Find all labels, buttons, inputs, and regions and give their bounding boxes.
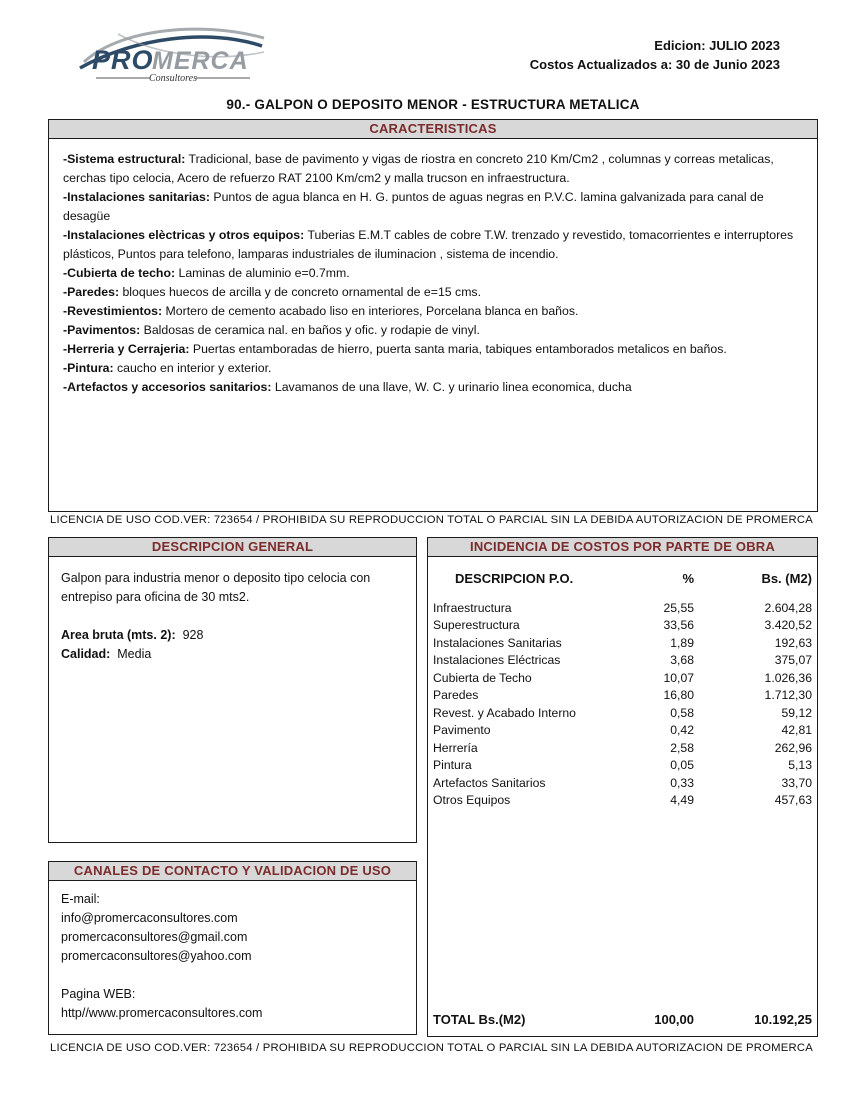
cost-row [433, 792, 812, 810]
cost-row-percent: 3,68 [670, 653, 694, 667]
caracteristica-text: Tradicional, base de pavimento y vigas de riostra en concreto 210 Km/Cm2 , columnas y correas metalicas, cerchas tipo celocia, Acero de refuerzo RAT 2100 Km/cm2 y malla trucson en infraestructura. [63, 151, 774, 185]
cost-row-bs: 262,96 [774, 740, 812, 755]
caracteristica-label: -Revestimientos: [63, 303, 163, 318]
total-percent: 100,00 [654, 1012, 694, 1027]
cost-row-percent: 10,07 [663, 670, 694, 685]
cost-row-percent: 0,05 [670, 758, 694, 772]
total-label: TOTAL Bs.(M2) [433, 1012, 526, 1027]
caracteristica-item [63, 378, 803, 397]
cost-row-percent: 4,49 [670, 793, 694, 807]
cost-row-name: Cubierta de Techo [433, 670, 532, 685]
cost-row-bs: 33,70 [781, 775, 812, 790]
caracteristica-label: -Sistema estructural: [63, 151, 186, 166]
contact-line [61, 966, 404, 985]
caracteristica-label: -Pintura: [63, 360, 114, 375]
caracteristicas-header: CARACTERISTICAS [48, 119, 818, 139]
caracteristica-label: -Pavimentos: [63, 322, 141, 337]
col-header-descripcion: DESCRIPCION P.O. [455, 570, 574, 586]
caracteristica-text: Puertas entamboradas de hierro, puerta santa maria, tabiques entamborados metalicos en baños. [192, 341, 727, 356]
section-incidencia-costos [427, 537, 818, 1037]
cost-row-bs: 5,13 [788, 758, 812, 772]
cost-row [433, 757, 812, 775]
caracteristica-item [63, 340, 803, 359]
cost-total-row [433, 1010, 812, 1030]
cost-row-bs: 3.420,52 [764, 618, 812, 632]
edition-block [530, 36, 780, 74]
cost-row-name: Instalaciones Sanitarias [433, 635, 562, 650]
cost-row-bs: 42,81 [781, 723, 812, 737]
descripcion-general-header: DESCRIPCION GENERAL [48, 537, 417, 557]
contact-line: Pagina WEB: [61, 986, 136, 1001]
calidad-label: Calidad: [61, 646, 111, 661]
cost-row-percent: 2,58 [670, 740, 694, 755]
incidencia-header: INCIDENCIA DE COSTOS POR PARTE DE OBRA [427, 537, 818, 557]
cost-row [433, 670, 812, 688]
cost-row-percent: 33,56 [663, 618, 694, 632]
caracteristica-text: caucho en interior y exterior. [116, 360, 272, 375]
section-descripcion-general [48, 537, 417, 843]
calidad-value: Media [117, 646, 152, 661]
caracteristica-text: Lavamanos de una llave, W. C. y urinario linea economica, ducha [274, 379, 632, 394]
caracteristica-item [63, 283, 803, 302]
cost-table-header [433, 565, 812, 586]
page-title: 90.- GALPON O DEPOSITO MENOR - ESTRUCTURA METALICA [226, 97, 640, 112]
logo-text-pro: PRO [92, 45, 154, 75]
cost-row-name: Paredes [433, 688, 479, 702]
incidencia-body [427, 556, 818, 1038]
caracteristica-text: Baldosas de ceramica nal. en baños y ofic. y rodapie de vinyl. [143, 322, 480, 337]
cost-row-percent: 0,42 [670, 723, 694, 737]
contact-line: promercaconsultores@yahoo.com [61, 948, 252, 963]
cost-row [433, 722, 812, 740]
contact-line: http//www.promercaconsultores.com [61, 1005, 263, 1020]
caracteristica-label: -Cubierta de techo: [63, 265, 176, 280]
cost-row [433, 687, 812, 705]
cost-row-bs: 1.712,30 [764, 688, 812, 702]
cost-row-bs: 192,63 [774, 635, 812, 650]
caracteristica-label: -Paredes: [63, 284, 120, 299]
contacto-header: CANALES DE CONTACTO Y VALIDACION DE USO [48, 861, 417, 881]
logo-swoosh-graphic [78, 22, 268, 86]
cost-row [433, 617, 812, 635]
caracteristica-item [63, 226, 803, 264]
caracteristica-text: Tuberias E.M.T cables de cobre T.W. trenzado y revestido, tomacorrientes e interruptores plásticos, Puntos para telefono, lamparas industriales de iluminacion , sistema de incendio. [63, 227, 794, 261]
cost-row-name: Herrería [433, 740, 478, 755]
cost-row-name: Revest. y Acabado Interno [433, 705, 576, 720]
cost-row-percent: 16,80 [663, 688, 694, 702]
caracteristica-item [63, 302, 803, 321]
contacto-body [48, 880, 417, 1035]
cost-row-name: Pavimento [433, 723, 491, 737]
license-notice-top: LICENCIA DE USO COD.VER: 723654 / PROHIBIDA SU REPRODUCCION TOTAL O PARCIAL SIN LA DEBIDA AUTORIZACION DE PROMERCA [50, 514, 813, 526]
caracteristica-text: Puntos de agua blanca en H. G. puntos de aguas negras en P.V.C. lamina galvanizada para canal de desagüe [63, 189, 764, 223]
area-bruta-label: Area bruta (mts. 2): [61, 627, 176, 642]
cost-row-bs: 2.604,28 [764, 600, 812, 615]
cost-row-percent: 0,58 [670, 705, 694, 720]
descripcion-general-text: Galpon para industria menor o deposito tipo celocia con entrepiso para oficina de 30 mts2. [61, 570, 371, 604]
license-notice-bottom: LICENCIA DE USO COD.VER: 723654 / PROHIBIDA SU REPRODUCCION TOTAL O PARCIAL SIN LA DEBIDA AUTORIZACION DE PROMERCA [50, 1042, 813, 1054]
contact-line: promercaconsultores@gmail.com [61, 929, 248, 944]
col-header-bs: Bs. (M2) [761, 570, 812, 586]
caracteristica-item [63, 264, 803, 283]
cost-row-name: Pintura [433, 758, 472, 772]
cost-row-bs: 375,07 [774, 653, 812, 667]
caracteristica-label: -Artefactos y accesorios sanitarios: [63, 379, 272, 394]
caracteristica-text: bloques huecos de arcilla y de concreto ornamental de e=15 cms. [122, 284, 481, 299]
caracteristica-label: -Instalaciones sanitarias: [63, 189, 210, 204]
cost-row-percent: 25,55 [663, 600, 694, 615]
edition-line: Edicion: JULIO 2023 [654, 38, 780, 53]
contact-line: info@promercaconsultores.com [61, 910, 238, 925]
cost-row-name: Superestructura [433, 618, 520, 632]
caracteristica-item [63, 359, 803, 378]
cost-row [433, 652, 812, 670]
total-bs: 10.192,25 [754, 1012, 812, 1027]
cost-row-name: Otros Equipos [433, 793, 511, 807]
caracteristica-item [63, 150, 803, 188]
logo-subtitle: Consultores [149, 73, 197, 84]
caracteristicas-body [48, 138, 818, 512]
costs-updated-line: Costos Actualizados a: 30 de Junio 2023 [529, 57, 780, 72]
calidad-line [61, 645, 404, 664]
cost-row-bs: 1.026,36 [764, 670, 812, 685]
area-bruta-line [61, 626, 404, 645]
cost-row-name: Infraestructura [433, 600, 512, 615]
caracteristica-item [63, 321, 803, 340]
caracteristica-text: Laminas de aluminio e=0.7mm. [178, 265, 350, 280]
descripcion-general-body [48, 556, 417, 843]
caracteristica-label: -Instalaciones elèctricas y otros equipos: [63, 227, 305, 242]
cost-row [433, 705, 812, 723]
cost-row-bs: 59,12 [781, 705, 812, 720]
caracteristica-text: Mortero de cemento acabado liso en interiores, Porcelana blanca en baños. [165, 303, 579, 318]
cost-row-bs: 457,63 [774, 793, 812, 807]
cost-row-name: Instalaciones Eléctricas [433, 653, 561, 667]
cost-row-percent: 0,33 [670, 775, 694, 790]
promerca-logo [78, 22, 268, 86]
cost-row [433, 600, 812, 618]
caracteristica-label: -Herreria y Cerrajeria: [63, 341, 190, 356]
col-header-percent: % [682, 570, 694, 586]
cost-row-name: Artefactos Sanitarios [433, 775, 546, 790]
section-contacto [48, 861, 417, 1035]
cost-row [433, 740, 812, 758]
area-bruta-value: 928 [182, 627, 204, 642]
caracteristica-item [63, 188, 803, 226]
contact-line: E-mail: [61, 891, 100, 906]
cost-row [433, 775, 812, 793]
section-caracteristicas [48, 119, 818, 512]
cost-row-percent: 1,89 [670, 635, 694, 650]
cost-table-rows [433, 600, 812, 810]
cost-row [433, 635, 812, 653]
logo-text-merca: MERCA [152, 47, 249, 75]
